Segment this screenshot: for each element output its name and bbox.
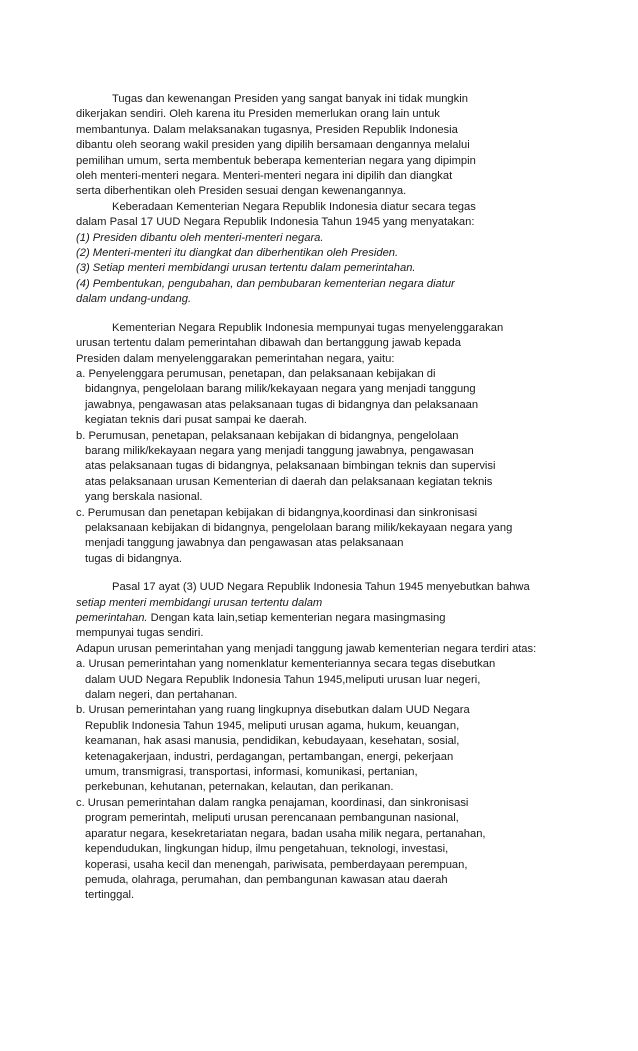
paragraph-duties bbox=[76, 321, 566, 367]
list-item-cont: umum, transmigrasi, transportasi, informasi, komunikasi, pertanian, bbox=[85, 766, 418, 779]
list-item-cont: pelaksanaan kebijakan di bidangnya, pengelolaan barang milik/kekayaan negara yang bbox=[85, 521, 513, 534]
text-line: urusan tertentu dalam pemerintahan dibawah dan bertanggung jawab kepada bbox=[76, 337, 462, 350]
list-item: b. Urusan pemerintahan yang ruang lingkupnya disebutkan dalam UUD Negara bbox=[76, 704, 470, 717]
document-page bbox=[76, 92, 566, 904]
list-item-cont: ketenagakerjaan, industri, perdagangan, pertambangan, energi, pekerjaan bbox=[85, 750, 454, 763]
text-line: setiap menteri membidangi urusan tertentu dalam bbox=[76, 596, 323, 609]
list-item-cont: tugas di bidangnya. bbox=[85, 552, 183, 565]
quote-line: (3) Setiap menteri membidangi urusan tertentu dalam pemerintahan. bbox=[76, 262, 416, 275]
text-segment: Dengan kata lain,setiap kementerian negara masingmasing bbox=[147, 612, 446, 624]
text-line: Pasal 17 ayat (3) UUD Negara Republik Indonesia Tahun 1945 menyebutkan bahwa bbox=[112, 581, 530, 594]
text-line: oleh menteri-menteri negara. Menteri-menteri negara ini dipilih dan diangkat bbox=[76, 170, 453, 183]
text-line: membantunya. Dalam melaksanakan tugasnya, Presiden Republik Indonesia bbox=[76, 123, 458, 136]
text-line: Presiden dalam menyelenggarakan pemerintahan negara, yaitu: bbox=[76, 352, 395, 365]
quote-line: (1) Presiden dibantu oleh menteri-menteri negara. bbox=[76, 231, 324, 244]
text-line: mempunyai tugas sendiri. bbox=[76, 627, 204, 640]
list-item-cont: atas pelaksanaan tugas di bidangnya, pelaksanaan bimbingan teknis dan supervisi bbox=[85, 460, 496, 473]
duties-list bbox=[76, 367, 566, 567]
italic-text: pemerintahan. bbox=[76, 612, 148, 624]
list-item-cont: pemuda, olahraga, perumahan, dan pembangunan kawasan atau daerah bbox=[85, 873, 448, 886]
list-item-cont: tertinggal. bbox=[85, 889, 135, 902]
list-item-cont: atas pelaksanaan urusan Kementerian di daerah dan pelaksanaan kegiatan teknis bbox=[85, 475, 493, 488]
quote-line: dalam undang-undang. bbox=[76, 293, 192, 306]
paragraph-legal-basis bbox=[76, 200, 566, 231]
list-item-cont: aparatur negara, kesekretariatan negara, badan usaha milik negara, pertanahan, bbox=[85, 827, 486, 840]
text-line: Kementerian Negara Republik Indonesia mempunyai tugas menyelenggarakan bbox=[112, 321, 504, 334]
list-item-cont: bidangnya, pengelolaan barang milik/kekayaan negara yang menjadi tanggung bbox=[85, 383, 476, 396]
text-line: Adapun urusan pemerintahan yang menjadi tanggung jawab kementerian negara terdiri atas: bbox=[76, 642, 537, 655]
list-item: b. Perumusan, penetapan, pelaksanaan kebijakan di bidangnya, pengelolaan bbox=[76, 429, 459, 442]
text-line: Keberadaan Kementerian Negara Republik Indonesia diatur secara tegas bbox=[112, 200, 476, 213]
list-item-cont: perkebunan, kehutanan, peternakan, kelautan, dan perikanan. bbox=[85, 781, 394, 794]
text-line: dikerjakan sendiri. Oleh karena itu Presiden memerlukan orang lain untuk bbox=[76, 108, 440, 121]
list-item: a. Penyelenggara perumusan, penetapan, dan pelaksanaan kebijakan di bbox=[76, 367, 436, 380]
list-item-cont: dalam UUD Negara Republik Indonesia Tahun 1945,meliputi urusan luar negeri, bbox=[85, 673, 481, 686]
quote-line: (4) Pembentukan, pengubahan, dan pembubaran kementerian negara diatur bbox=[76, 277, 455, 290]
text-line: pemilihan umum, serta membentuk beberapa kementerian negara yang dipimpin bbox=[76, 154, 476, 167]
affairs-list bbox=[76, 657, 566, 904]
text-line: serta diberhentikan oleh Presiden sesuai dengan kewenangannya. bbox=[76, 185, 407, 198]
list-item: c. Perumusan dan penetapan kebijakan di bidangnya,koordinasi dan sinkronisasi bbox=[76, 506, 478, 519]
paragraph-affairs bbox=[76, 580, 566, 657]
list-item-cont: dalam negeri, dan pertahanan. bbox=[85, 689, 238, 702]
article-quote bbox=[76, 231, 566, 308]
paragraph-intro bbox=[76, 92, 566, 200]
list-item-cont: yang berskala nasional. bbox=[85, 491, 203, 504]
list-item: a. Urusan pemerintahan yang nomenklatur kementeriannya secara tegas disebutkan bbox=[76, 658, 496, 671]
quote-line: (2) Menteri-menteri itu diangkat dan diberhentikan oleh Presiden. bbox=[76, 247, 399, 260]
list-item-cont: koperasi, usaha kecil dan menengah, pariwisata, pemberdayaan perempuan, bbox=[85, 858, 468, 871]
list-item-cont: jawabnya, pengawasan atas pelaksanaan tugas di bidangnya dan pelaksanaan bbox=[85, 398, 479, 411]
list-item-cont: menjadi tanggung jawabnya dan pengawasan atas pelaksanaan bbox=[85, 537, 404, 550]
list-item-cont: barang milik/kekayaan negara yang menjadi tanggung jawabnya, pengawasan bbox=[85, 444, 474, 457]
list-item-cont: kegiatan teknis dari pusat sampai ke daerah. bbox=[85, 414, 308, 427]
list-item-cont: kependudukan, lingkungan hidup, ilmu pengetahuan, teknologi, investasi, bbox=[85, 843, 449, 856]
text-line: Tugas dan kewenangan Presiden yang sangat banyak ini tidak mungkin bbox=[112, 93, 468, 105]
list-item-cont: program pemerintah, meliputi urusan perencanaan pembangunan nasional, bbox=[85, 812, 459, 825]
list-item-cont: Republik Indonesia Tahun 1945, meliputi urusan agama, hukum, keuangan, bbox=[85, 719, 460, 732]
text-line bbox=[76, 611, 566, 626]
spacer bbox=[76, 308, 566, 321]
list-item-cont: keamanan, hak asasi manusia, pendidikan, kebudayaan, kesehatan, sosial, bbox=[85, 735, 460, 748]
text-line: dibantu oleh seorang wakil presiden yang dipilih bersamaan dengannya melalui bbox=[76, 139, 470, 152]
spacer bbox=[76, 567, 566, 580]
list-item: c. Urusan pemerintahan dalam rangka penajaman, koordinasi, dan sinkronisasi bbox=[76, 796, 469, 809]
text-line: dalam Pasal 17 UUD Negara Republik Indonesia Tahun 1945 yang menyatakan: bbox=[76, 216, 475, 229]
